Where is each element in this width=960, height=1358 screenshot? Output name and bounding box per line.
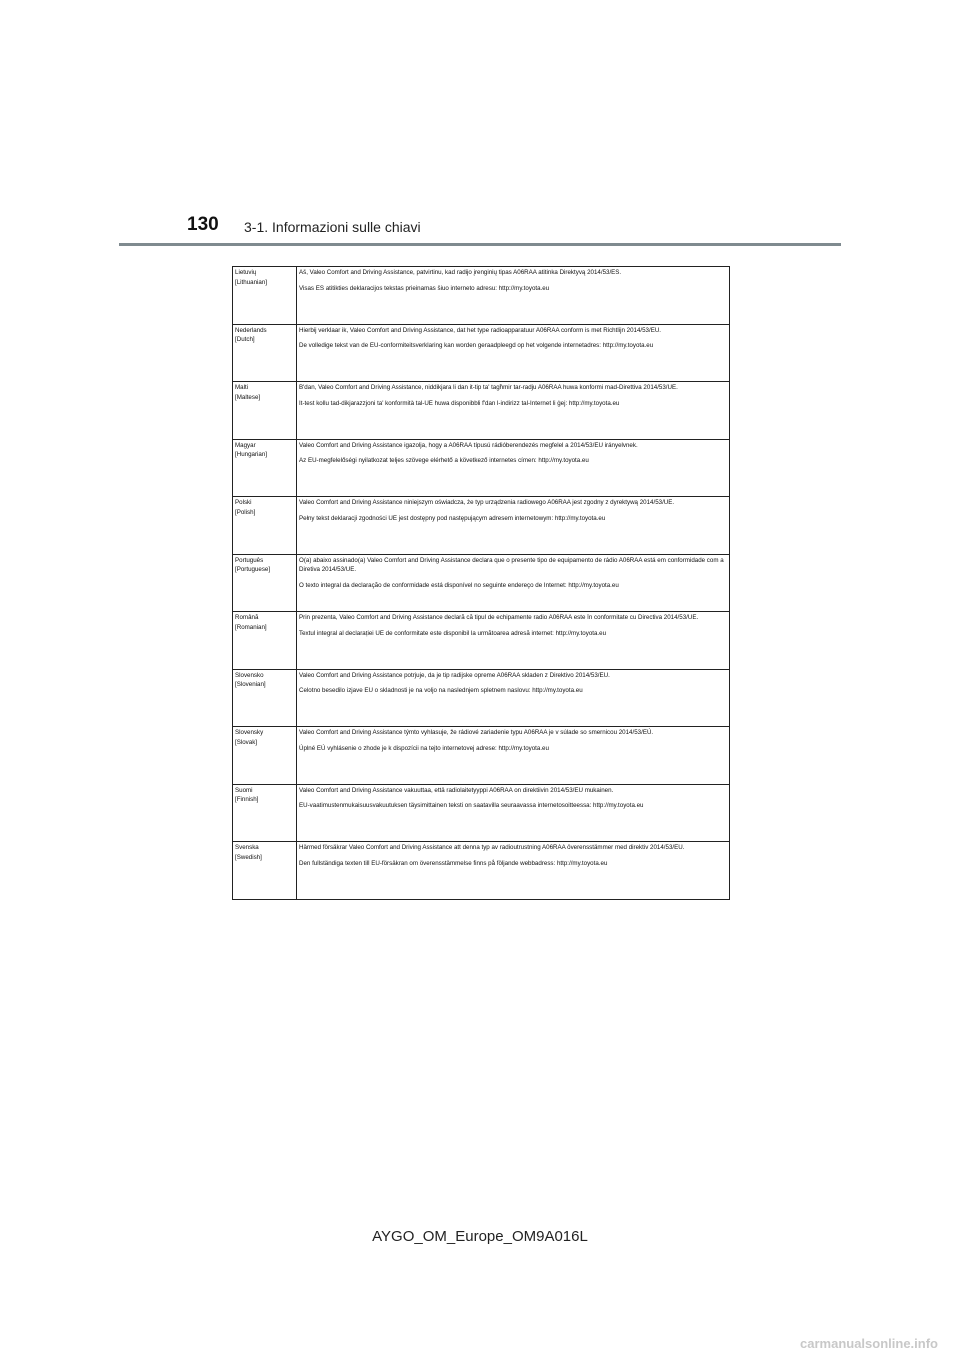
- declaration-cell: [297, 784, 730, 842]
- declaration-row: [233, 554, 730, 612]
- declaration-row: [233, 669, 730, 727]
- declaration-row: [233, 612, 730, 670]
- language-cell: [233, 497, 297, 555]
- language-name-english: [Romanian]: [235, 623, 267, 631]
- header-rule: [119, 243, 841, 246]
- full-text-notice: Úplné EÚ vyhlásenie o zhode je k dispozícii na tejto internetovej adrese: http://my.toyota.eu: [299, 744, 549, 752]
- language-name: Slovensko: [235, 671, 264, 679]
- declaration-cell: [297, 497, 730, 555]
- full-text-notice: Den fullständiga texten till EU-försäkran om överensstämmelse finns på följande webbadress: http://my.toyota.eu: [299, 859, 608, 867]
- language-name-english: [Swedish]: [235, 853, 262, 861]
- declaration-cell: [297, 324, 730, 382]
- watermark: carmanualsonline.info: [800, 1336, 938, 1351]
- language-name-english: [Portuguese]: [235, 566, 271, 573]
- conformity-statement: Härmed försäkrar Valeo Comfort and Driving Assistance att denna typ av radioutrustning A06RAA överensstämmer med direktiv 2014/53/EU.: [299, 844, 685, 851]
- declaration-row: [233, 497, 730, 555]
- declaration-row: [233, 267, 730, 325]
- full-text-notice: It-test kollu tad-dikjarazzjoni ta' konformità tal-UE huwa disponibbli f'dan l-indirizz tal-Internet li ġej: http://my.toyota.eu: [299, 399, 620, 407]
- language-name: Magyar: [235, 441, 256, 449]
- full-text-notice: Celotno besedilo izjave EU o skladnosti je na voljo na naslednjem spletnem naslovu: http://my.toyota.eu: [299, 687, 583, 694]
- declaration-cell: [297, 554, 730, 612]
- declaration-cell: [297, 382, 730, 440]
- section-title: 3-1. Informazioni sulle chiavi: [244, 219, 421, 235]
- declaration-row: [233, 842, 730, 900]
- full-text-notice: Textul integral al declarației UE de conformitate este disponibil la următoarea adresă internet: http://my.toyota.eu: [299, 629, 607, 637]
- language-name: Polski: [235, 499, 252, 506]
- language-name-english: [Hungarian]: [235, 451, 267, 458]
- language-name: Lietuvių: [235, 269, 257, 276]
- language-name: Nederlands: [235, 326, 267, 334]
- language-name-english: [Dutch]: [235, 336, 255, 343]
- full-text-notice: Az EU-megfelelőségi nyilatkozat teljes szövege elérhető a következő internetes címen: http://my.toyota.eu: [299, 457, 589, 464]
- language-name-english: [Maltese]: [235, 393, 261, 401]
- page-number: 130: [187, 214, 219, 235]
- declaration-cell: [297, 612, 730, 670]
- declaration-row: [233, 784, 730, 842]
- language-name-english: [Lithuanian]: [235, 278, 267, 286]
- language-name: Malti: [235, 384, 249, 391]
- conformity-statement: Valeo Comfort and Driving Assistance týmto vyhlasuje, že rádiové zariadenie typu A06RAA je v súlade so smernicou 2014/53/EÚ.: [299, 729, 654, 736]
- declaration-table: [232, 266, 730, 900]
- declaration-row: [233, 382, 730, 440]
- document-code: AYGO_OM_Europe_OM9A016L: [372, 1228, 588, 1245]
- declaration-table-body: [233, 267, 730, 900]
- declaration-cell: [297, 267, 730, 325]
- full-text-notice: Visas ES atitikties deklaracijos tekstas prieinamas šiuo interneto adresu: http://my.toyota.eu: [299, 284, 550, 292]
- language-cell: [233, 612, 297, 670]
- language-name: Português: [235, 556, 264, 564]
- declaration-row: [233, 439, 730, 497]
- conformity-statement: Valeo Comfort and Driving Assistance potrjuje, da je tip radijske opreme A06RAA skladen z Direktivo 2014/53/EU.: [299, 671, 610, 679]
- conformity-statement: Valeo Comfort and Driving Assistance vakuuttaa, että radiolaitetyyppi A06RAA on direktiivin 2014/53/EU mukainen.: [299, 786, 614, 794]
- language-cell: [233, 727, 297, 785]
- full-text-notice: O texto integral da declaração de conformidade está disponível no seguinte endereço de Internet: http://my.toyota.eu: [299, 581, 619, 589]
- conformity-statement: Aš, Valeo Comfort and Driving Assistance, patvirtinu, kad radijo įrenginių tipas A06RAA atitinka Direktyvą 2014/53/ES.: [299, 269, 622, 276]
- language-name: Svenska: [235, 844, 259, 851]
- language-cell: [233, 784, 297, 842]
- language-cell: [233, 554, 297, 612]
- language-cell: [233, 669, 297, 727]
- declaration-cell: [297, 439, 730, 497]
- declaration-cell: [297, 842, 730, 900]
- declaration-row: [233, 324, 730, 382]
- language-name: Slovensky: [235, 729, 264, 736]
- language-name: Română: [235, 614, 259, 621]
- conformity-statement: Valeo Comfort and Driving Assistance niniejszym oświadcza, że typ urządzenia radiowego A06RAA jest zgodny z dyrektywą 2014/53/UE.: [299, 499, 675, 506]
- language-name: Suomi: [235, 786, 253, 794]
- declaration-row: [233, 727, 730, 785]
- full-text-notice: De volledige tekst van de EU-conformiteitsverklaring kan worden geraadpleegd op het volgende internetadres: http://my.toyota.eu: [299, 342, 654, 349]
- full-text-notice: EU-vaatimustenmukaisuusvakuutuksen täysimittainen teksti on saatavilla seuraavassa internetosoitteessa: http://my.toyota.eu: [299, 802, 644, 809]
- language-name-english: [Slovak]: [235, 738, 258, 746]
- conformity-statement: O(a) abaixo assinado(a) Valeo Comfort and Driving Assistance declara que o presente tipo de equipamento de rádio A06RAA está em conformidade com a Diretiva 2014/53/UE.: [299, 556, 724, 573]
- language-name-english: [Finnish]: [235, 796, 259, 803]
- language-cell: [233, 324, 297, 382]
- language-name-english: [Polish]: [235, 508, 256, 516]
- language-cell: [233, 382, 297, 440]
- full-text-notice: Pełny tekst deklaracji zgodności UE jest dostępny pod następującym adresem internetowym: http://my.toyota.eu: [299, 514, 606, 522]
- language-cell: [233, 842, 297, 900]
- language-cell: [233, 267, 297, 325]
- language-name-english: [Slovenian]: [235, 681, 266, 688]
- conformity-statement: Prin prezenta, Valeo Comfort and Driving Assistance declară că tipul de echipamente radio A06RAA este în conformitate cu Directiva 2014/53/UE.: [299, 614, 699, 621]
- conformity-statement: Hierbij verklaar ik, Valeo Comfort and Driving Assistance, dat het type radioapparatuur A06RAA conform is met Richtlijn 2014/53/EU.: [299, 326, 662, 334]
- language-cell: [233, 439, 297, 497]
- conformity-statement: Valeo Comfort and Driving Assistance igazolja, hogy a A06RAA típusú rádióberendezés megfelel a 2014/53/EU irányelvnek.: [299, 441, 638, 449]
- conformity-statement: B'dan, Valeo Comfort and Driving Assistance, niddikjara li dan it-tip ta' tagħmir tar-radju A06RAA huwa konformi mad-Direttiva 2014/53/UE.: [299, 384, 678, 391]
- declaration-cell: [297, 727, 730, 785]
- declaration-cell: [297, 669, 730, 727]
